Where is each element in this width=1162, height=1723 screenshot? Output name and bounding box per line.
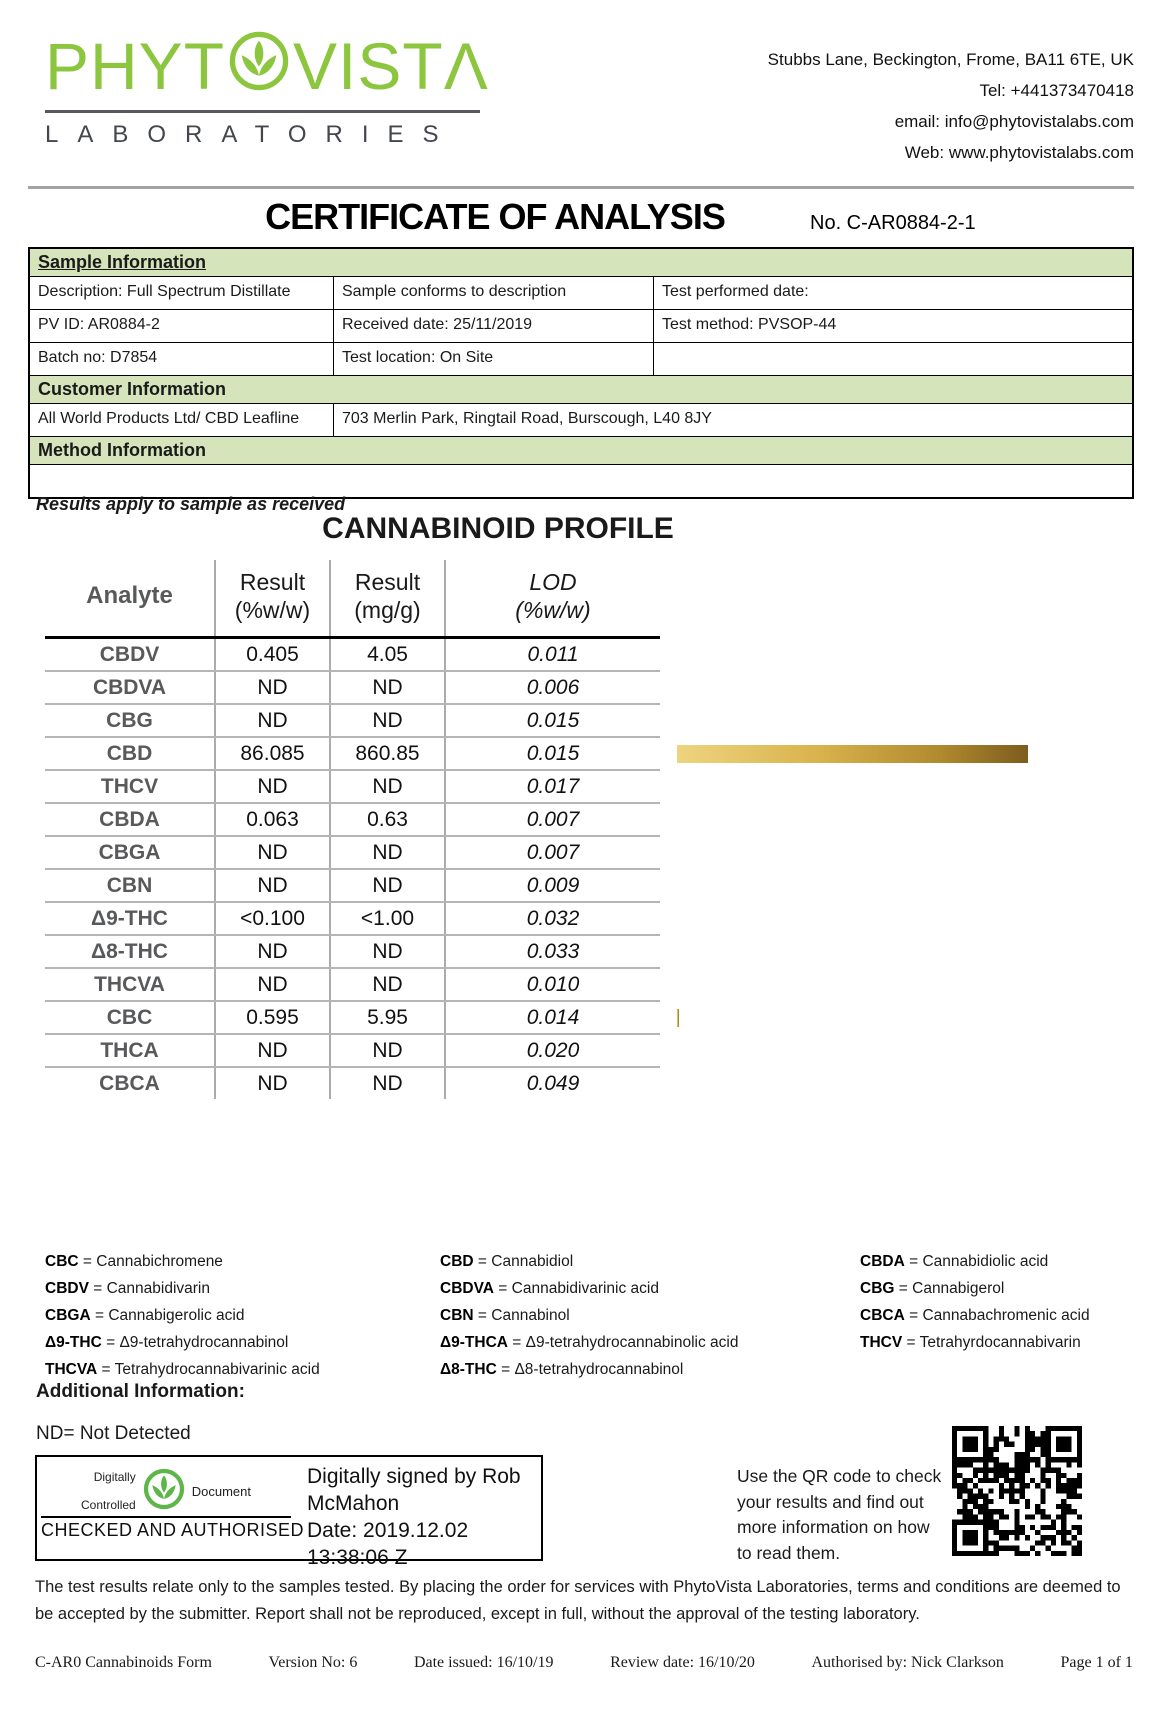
signature-date: Date: 2019.12.02 13:38:06 Z	[307, 1519, 469, 1569]
contact-block	[768, 44, 1134, 168]
legend-abbr: Δ8-THC	[440, 1361, 497, 1378]
form-footer-item: C-AR0 Cannabinoids Form	[35, 1654, 212, 1671]
result-mg-cell: ND	[330, 869, 445, 902]
legend-abbr: THCV	[860, 1334, 903, 1351]
legend-column	[45, 1248, 320, 1383]
stamp-controlled-label: Controlled	[81, 1498, 136, 1512]
logo-divider	[45, 110, 480, 113]
legend-entry: CBC = Cannabichromene	[45, 1253, 223, 1270]
column-header	[45, 560, 215, 638]
result-mg-cell: <1.00	[330, 902, 445, 935]
analyte-cell: CBCA	[99, 1071, 160, 1095]
legend-entry: Δ8-THC = Δ8-tetrahydrocannabinol	[440, 1361, 684, 1378]
column-header	[215, 560, 330, 638]
sample-info-rows	[30, 277, 1132, 376]
result-mg-cell: ND	[330, 770, 445, 803]
info-cell: Test performed date:	[662, 283, 809, 300]
digital-signature-details	[295, 1457, 542, 1569]
legend-definition: Δ9-tetrahydrocannabinolic acid	[525, 1334, 739, 1351]
result-pct-cell: ND	[215, 869, 330, 902]
info-cell: PV ID: AR0884-2	[30, 310, 334, 342]
form-footer	[35, 1654, 1133, 1672]
lod-cell: 0.010	[445, 968, 660, 1001]
phytovista-logo	[45, 29, 489, 149]
column-header	[445, 560, 660, 638]
lod-cell: 0.014	[445, 1001, 660, 1034]
info-cell: Test method: PVSOP-44	[662, 316, 837, 333]
info-cell: Description: Full Spectrum Distillate	[30, 277, 334, 309]
table-row	[45, 737, 660, 770]
cannabinoid-table-body	[45, 638, 660, 1100]
method-information-empty-row	[30, 465, 1132, 497]
legend-abbr: CBDV	[45, 1280, 89, 1297]
column-header-line2: (mg/g)	[354, 597, 421, 623]
legend-definition: Cannabidivarinic acid	[511, 1280, 659, 1297]
contact-address: Stubbs Lane, Beckington, Frome, BA11 6TE, UK	[767, 50, 1134, 69]
analyte-cell: CBGA	[45, 836, 215, 869]
certificate-number: No. C-AR0884-2-1	[810, 212, 976, 234]
table-row	[45, 803, 660, 836]
sample-information-header: Sample Information	[30, 249, 1132, 277]
stamp-digitally-label: Digitally	[93, 1470, 136, 1484]
lod-cell: 0.011	[445, 638, 660, 672]
lod-cell: 0.032	[445, 902, 660, 935]
stamp-document-label: Document	[191, 1483, 251, 1499]
legend-abbr: CBCA	[860, 1307, 905, 1324]
contact-tel: Tel: +441373470418	[979, 81, 1134, 100]
info-cell	[654, 343, 1132, 375]
result-mg-cell: 5.95	[330, 1001, 445, 1034]
sample-info-row	[30, 310, 1132, 343]
form-footer-item: Page 1 of 1	[1060, 1654, 1133, 1671]
lod-cell: 0.015	[445, 737, 660, 770]
legend-entry: CBG = Cannabigerol	[860, 1280, 1005, 1297]
table-row	[45, 968, 660, 1001]
table-row	[45, 638, 660, 672]
lod-cell: 0.009	[445, 869, 660, 902]
legend-abbr: CBDVA	[440, 1280, 494, 1297]
result-mg-cell: ND	[330, 704, 445, 737]
stamp-left-labels	[81, 1471, 136, 1511]
lod-cell: 0.015	[445, 704, 660, 737]
analyte-cell: THCA	[45, 1034, 215, 1067]
checked-authorised-label: CHECKED AND AUTHORISED	[41, 1520, 305, 1540]
cannabinoid-header-row	[45, 560, 660, 638]
header-divider	[28, 186, 1134, 189]
logo-subtitle: LABORATORIES	[45, 121, 458, 148]
analyte-cell: CBN	[45, 869, 215, 902]
info-cell: Received date: 25/11/2019	[334, 310, 654, 342]
legend-entry: CBDV = Cannabidivarin	[45, 1280, 210, 1297]
analyte-cell: THCV	[45, 770, 215, 803]
form-footer-item: Version No: 6	[268, 1654, 358, 1671]
legend-definition: Tetrahydrocannabivarinic acid	[114, 1361, 320, 1378]
table-row	[45, 1034, 660, 1067]
form-footer-item: Review date: 16/10/20	[610, 1654, 755, 1671]
table-row	[45, 704, 660, 737]
qr-code	[952, 1426, 1082, 1556]
result-pct-cell: ND	[215, 968, 330, 1001]
legend-entry: Δ9-THCA = Δ9-tetrahydrocannabinolic acid	[440, 1334, 739, 1351]
result-pct-cell: ND	[215, 1067, 330, 1099]
legend-abbr: CBGA	[45, 1307, 91, 1324]
lod-cell: 0.007	[445, 836, 660, 869]
legend-abbr: CBC	[45, 1253, 79, 1270]
disclaimer-text: The test results relate only to the samples tested. By placing the order for services with PhytoVista Laboratories, terms and conditions are deemed to be accepted by the submitter. Report shall not be reproduced, except in full, without the approval of the testing laboratory.	[35, 1578, 1121, 1623]
result-pct-cell: 86.085	[215, 737, 330, 770]
info-cell: Batch no: D7854	[30, 343, 334, 375]
column-header-line1: Result	[354, 569, 421, 595]
legend-definition: Cannabinol	[491, 1307, 570, 1324]
logo-text-left: PHYT	[45, 29, 226, 103]
info-cell: 703 Merlin Park, Ringtail Road, Burscough, L40 8JY	[342, 410, 712, 427]
info-cell: All World Products Ltd/ CBD Leafline	[30, 404, 334, 436]
result-pct-cell: ND	[215, 770, 330, 803]
form-footer-item: Authorised by: Nick Clarkson	[811, 1654, 1004, 1671]
table-row	[45, 1067, 660, 1099]
legend-entry: THCVA = Tetrahydrocannabivarinic acid	[45, 1361, 320, 1378]
legend-definition: Cannabigerolic acid	[108, 1307, 245, 1324]
legend-column	[440, 1248, 739, 1383]
result-pct-cell: ND	[215, 836, 330, 869]
form-footer-item: Date issued: 16/10/19	[413, 1654, 554, 1671]
analyte-cell: CBDA	[45, 803, 215, 836]
logo-text-right: VISTΛ	[293, 29, 489, 103]
signature-stamp-area	[37, 1457, 305, 1559]
legend-entry: CBD = Cannabidiol	[440, 1253, 574, 1270]
contact-web: Web: www.phytovistalabs.com	[904, 143, 1134, 162]
analyte-cell: CBC	[45, 1001, 215, 1034]
lod-cell: 0.020	[445, 1034, 660, 1067]
legend-definition: Δ9-tetrahydrocannabinol	[119, 1334, 289, 1351]
column-header-line2: (%w/w)	[515, 597, 591, 623]
logo-wordmark	[45, 29, 489, 103]
info-cell: Sample conforms to description	[334, 277, 654, 309]
sample-info-row	[30, 277, 1132, 310]
result-pct-cell: ND	[215, 704, 330, 737]
result-mg-cell: 860.85	[330, 737, 445, 770]
legend-definition: Cannabidivarin	[106, 1280, 210, 1297]
contact-email: email: info@phytovistalabs.com	[894, 112, 1134, 131]
result-bar	[677, 745, 1028, 763]
legend-abbr: THCVA	[45, 1361, 98, 1378]
table-row	[45, 836, 660, 869]
results-note: Results apply to sample as received	[36, 494, 346, 514]
column-header-line1: Result	[239, 569, 306, 595]
info-table	[28, 247, 1134, 499]
legend-abbr: CBD	[440, 1253, 474, 1270]
table-row	[45, 935, 660, 968]
legend-entry: CBGA = Cannabigerolic acid	[45, 1307, 245, 1324]
legend-column	[860, 1248, 1090, 1356]
legend-entry: CBCA = Cannabachromenic acid	[860, 1307, 1090, 1324]
legend-abbr: Δ9-THC	[45, 1334, 102, 1351]
result-pct-cell: ND	[215, 1034, 330, 1067]
result-pct-cell: 0.595	[215, 1001, 330, 1034]
stamp-leaf-icon	[143, 1468, 185, 1515]
signed-by-text: Digitally signed by Rob McMahon	[307, 1465, 521, 1515]
legend-definition: Tetrahyrdocannabivarin	[919, 1334, 1081, 1351]
page-title: CERTIFICATE OF ANALYSIS	[265, 196, 725, 237]
table-row	[45, 902, 660, 935]
lod-cell: 0.007	[445, 803, 660, 836]
sample-info-row	[30, 343, 1132, 376]
analyte-cell: THCVA	[45, 968, 215, 1001]
lod-cell: 0.006	[445, 671, 660, 704]
customer-info-row	[30, 404, 1132, 437]
legend-definition: Cannabachromenic acid	[922, 1307, 1090, 1324]
leaf-circle-icon	[228, 30, 290, 102]
column-header-line1: LOD	[529, 569, 577, 595]
legend-abbr: CBG	[860, 1280, 895, 1297]
result-mg-cell: ND	[330, 1067, 445, 1099]
legend-entry: Δ9-THC = Δ9-tetrahydrocannabinol	[45, 1334, 289, 1351]
additional-information-heading: Additional Information:	[36, 1381, 245, 1402]
result-mg-cell: 0.63	[330, 803, 445, 836]
legend-definition: Cannabidiol	[491, 1253, 574, 1270]
result-pct-cell: ND	[215, 935, 330, 968]
result-mg-cell: ND	[330, 935, 445, 968]
table-row	[45, 869, 660, 902]
legend-entry: CBDVA = Cannabidivarinic acid	[440, 1280, 659, 1297]
result-mg-cell: 4.05	[330, 638, 445, 672]
legend-entry: CBN = Cannabinol	[440, 1307, 570, 1324]
table-row	[45, 1001, 660, 1034]
analyte-cell: Δ8-THC	[45, 935, 215, 968]
legend-definition: Δ8-tetrahydrocannabinol	[514, 1361, 684, 1378]
customer-information-header: Customer Information	[30, 376, 1132, 404]
result-bar	[677, 1009, 679, 1027]
result-pct-cell: 0.063	[215, 803, 330, 836]
lod-cell: 0.049	[445, 1067, 660, 1099]
info-cell: Test location: On Site	[334, 343, 654, 375]
legend-definition: Cannabigerol	[912, 1280, 1005, 1297]
analyte-cell: CBDVA	[45, 671, 215, 704]
legend-entry: CBDA = Cannabidiolic acid	[860, 1253, 1049, 1270]
result-mg-cell: ND	[330, 1034, 445, 1067]
result-mg-cell: ND	[330, 836, 445, 869]
legend-definition: Cannabidiolic acid	[922, 1253, 1049, 1270]
analyte-cell: Δ9-THC	[45, 902, 215, 935]
table-row	[45, 770, 660, 803]
result-mg-cell: ND	[330, 671, 445, 704]
analyte-cell: CBD	[45, 737, 215, 770]
legend-abbr: CBN	[440, 1307, 474, 1324]
nd-note: ND= Not Detected	[36, 1423, 191, 1444]
cannabinoid-table-wrap	[45, 560, 1135, 1099]
analyte-cell: CBDV	[45, 638, 215, 672]
table-row	[45, 671, 660, 704]
legend-abbr: Δ9-THCA	[440, 1334, 508, 1351]
column-header-line1: Analyte	[86, 582, 173, 609]
lod-cell: 0.017	[445, 770, 660, 803]
cannabinoid-table	[45, 560, 660, 1099]
qr-caption: Use the QR code to check your results and find out more information on how to read them.	[737, 1466, 942, 1563]
result-pct-cell: <0.100	[215, 902, 330, 935]
legend-definition: Cannabichromene	[96, 1253, 223, 1270]
column-header-line2: (%w/w)	[234, 597, 311, 623]
method-information-header: Method Information	[30, 437, 1132, 465]
column-header	[330, 560, 445, 638]
customer-info-rows	[30, 404, 1132, 437]
result-pct-cell: ND	[215, 671, 330, 704]
analyte-cell: CBG	[45, 704, 215, 737]
legend-abbr: CBDA	[860, 1253, 905, 1270]
result-pct-cell: 0.405	[215, 638, 330, 672]
lod-cell: 0.033	[445, 935, 660, 968]
digitally-controlled-stamp	[37, 1467, 295, 1515]
signature-box	[35, 1455, 543, 1569]
cannabinoid-table-head	[45, 560, 660, 638]
cannabinoid-profile-title: CANNABINOID PROFILE	[322, 512, 674, 545]
legend-entry: THCV = Tetrahyrdocannabivarin	[860, 1334, 1081, 1351]
result-mg-cell: ND	[330, 968, 445, 1001]
